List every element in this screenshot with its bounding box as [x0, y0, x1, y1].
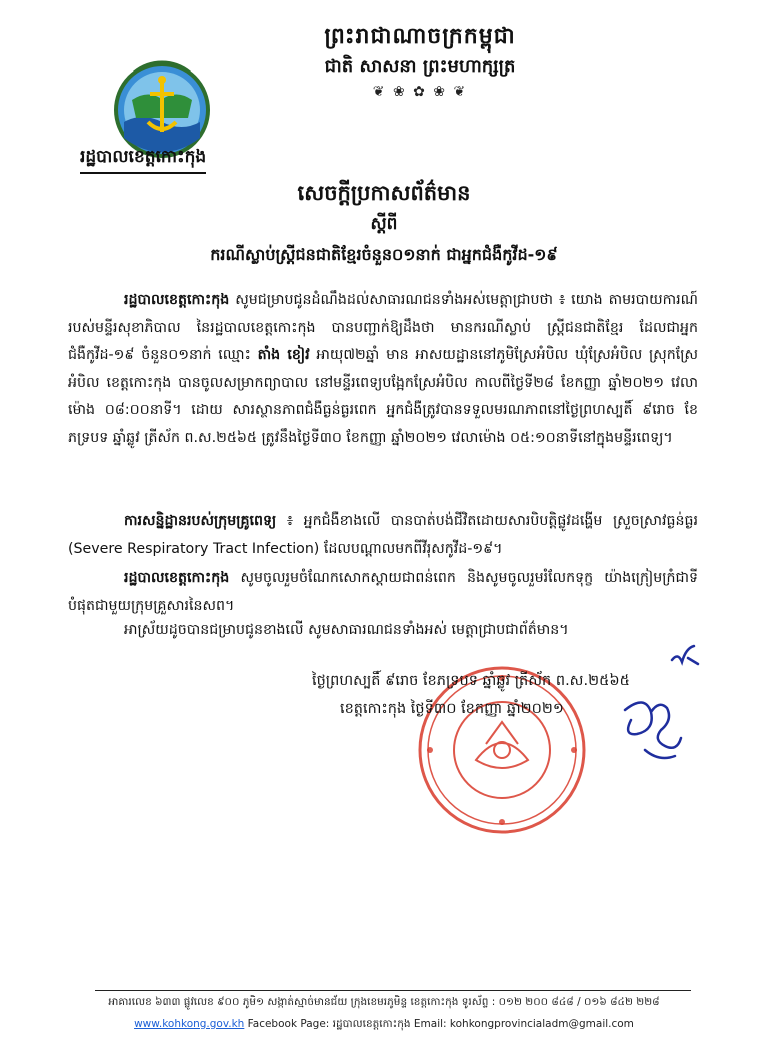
- ornament-divider: ❦ ❀ ✿ ❀ ❦: [372, 84, 468, 100]
- organization-name: រដ្ឋបាលខេត្តកោះកុង: [80, 146, 206, 174]
- paragraph-announcement: [68, 287, 698, 452]
- paragraph-text: សូមចូលរួមចំណែកសោកស្តាយជាពន់ពេក និងសូមចូលរួមរំលែកទុក្ខ យ៉ាងក្រៀមក្រំជាទីបំផុតជាមួយក្រុមគ្រួសារនៃសព។: [68, 570, 698, 614]
- website-link[interactable]: www.kohkong.gov.kh: [134, 1018, 245, 1030]
- paragraph-lead: រដ្ឋបាលខេត្តកោះកុង: [124, 570, 230, 586]
- kingdom-header: [250, 22, 590, 100]
- kingdom-title: ព្រះរាជាណាចក្រកម្ពុជា: [324, 24, 516, 49]
- national-motto: ជាតិ សាសនា ព្រះមហាក្សត្រ: [324, 56, 516, 77]
- paragraph-text: អាយុ៧២ឆ្នាំ មាន អាសយដ្ឋាននៅភូមិស្រែអំបិល ឃុំស្រែអំបិល ស្រុកស្រែអំបិល ខេត្តកោះកុង បានចូលសម្រាកព្យាបាល នៅមន្ទីរពេទ្យបង្អែកស្រែអំបិល កាលពីថ្ងៃទី២៨ ខែកញ្ញា ឆ្នាំ២០២១ វេលាម៉ោង ០៨:០០នាទី។ ដោយ សារស្ថានភាពជំងឺធ្ងន់ធ្ងរពេក អ្នកជំងឺត្រូវបានទទួលមរណភាពនៅថ្ងៃព្រហស្បតិ៍ ៩រោច ខែភទ្របទ ឆ្នាំឆ្លូវ ត្រីស័ក ព.ស.២៥៦៥ ត្រូវនឹងថ្ងៃទី៣០ ខែកញ្ញា ឆ្នាំ២០២១ វេលាម៉ោង ០៥:១០នាទីនៅក្នុងមន្ទីរពេទ្យ។: [68, 347, 698, 446]
- document-subject: ករណីស្លាប់ស្ត្រីជនជាតិខ្មែរចំនួន០១នាក់ ជាអ្នកជំងឺកូវីដ-១៩: [210, 245, 558, 264]
- paragraph-conclusion: [68, 508, 698, 563]
- province-logo: [112, 60, 212, 160]
- paragraph-lead: ការសន្និដ្ឋានរបស់ក្រុមគ្រូពេទ្យ: [124, 513, 277, 529]
- footer-contacts: [0, 1018, 768, 1033]
- handwritten-signature: [615, 690, 695, 770]
- paragraph-text: ៖ អ្នកជំងឺខាងលើ បានបាត់បង់ជីវិតដោយសារបិបត្តិផ្លូវដង្ហើម ស្រួចស្រាវធ្ងន់ធ្ងរ (Severe Respiratory Tract Infection) ដែលបណ្តាលមកពីវីរុសកូវីដ-១៩។: [68, 513, 698, 557]
- footer-contact-text: Facebook Page: រដ្ឋបាលខេត្តកោះកុង Email: kohkongprovincialadm@gmail.com: [244, 1018, 634, 1030]
- paragraph-closing: អាស្រ័យដូចបានជម្រាបជូនខាងលើ សូមសាធារណជនទាំងអស់ មេត្តាជ្រាបជាព័ត៌មាន។: [124, 622, 569, 638]
- paragraph-text: សូមជម្រាបជូនដំណឹងដល់សាធារណជនទាំងអស់មេត្តាជ្រាបថា ៖ យោង តាមរបាយការណ៍របស់មន្ទីរសុខាភិបាល នៃរដ្ឋបាលខេត្តកោះកុង បានបញ្ជាក់ឱ្យដឹងថា មានករណីស្លាប់ ស្ត្រីជនជាតិខ្មែរ ដែលជាអ្នកជំងឺកូវីដ-១៩ ចំនួន០១នាក់ ឈ្មោះ: [68, 292, 698, 363]
- document-subject-label: ស្តីពី: [370, 214, 398, 234]
- paragraph-condolence: [68, 565, 698, 620]
- initial-mark-icon: [668, 642, 704, 672]
- paragraph-lead: រដ្ឋបាលខេត្តកោះកុង: [124, 292, 230, 308]
- footer-divider: [95, 990, 691, 991]
- patient-name: តាំង ខៀវ: [257, 347, 310, 363]
- document-title: សេចក្តីប្រកាសព័ត៌មាន: [297, 181, 471, 205]
- gregorian-date: ខេត្តកោះកុង ថ្ងៃទី៣០ ខែកញ្ញា ឆ្នាំ២០២១: [340, 701, 564, 717]
- lunar-date: ថ្ងៃព្រហស្បតិ៍ ៩រោច ខែភទ្របទ ឆ្នាំឆ្លូវ ត្រីស័ក ព.ស.២៥៦៥: [312, 673, 630, 689]
- footer-address: អាគារលេខ ៦៣៣ ផ្លូវលេខ ៩០០ ភូមិ១ សង្កាត់ស្មាច់មានជ័យ ក្រុងខេមរភូមិន្ទ ខេត្តកោះកុង ទូរស័ព្ទ : ០១២ ២០០ ៨៤៨ / ០១៦ ៨៤២ ២២៨: [108, 996, 660, 1008]
